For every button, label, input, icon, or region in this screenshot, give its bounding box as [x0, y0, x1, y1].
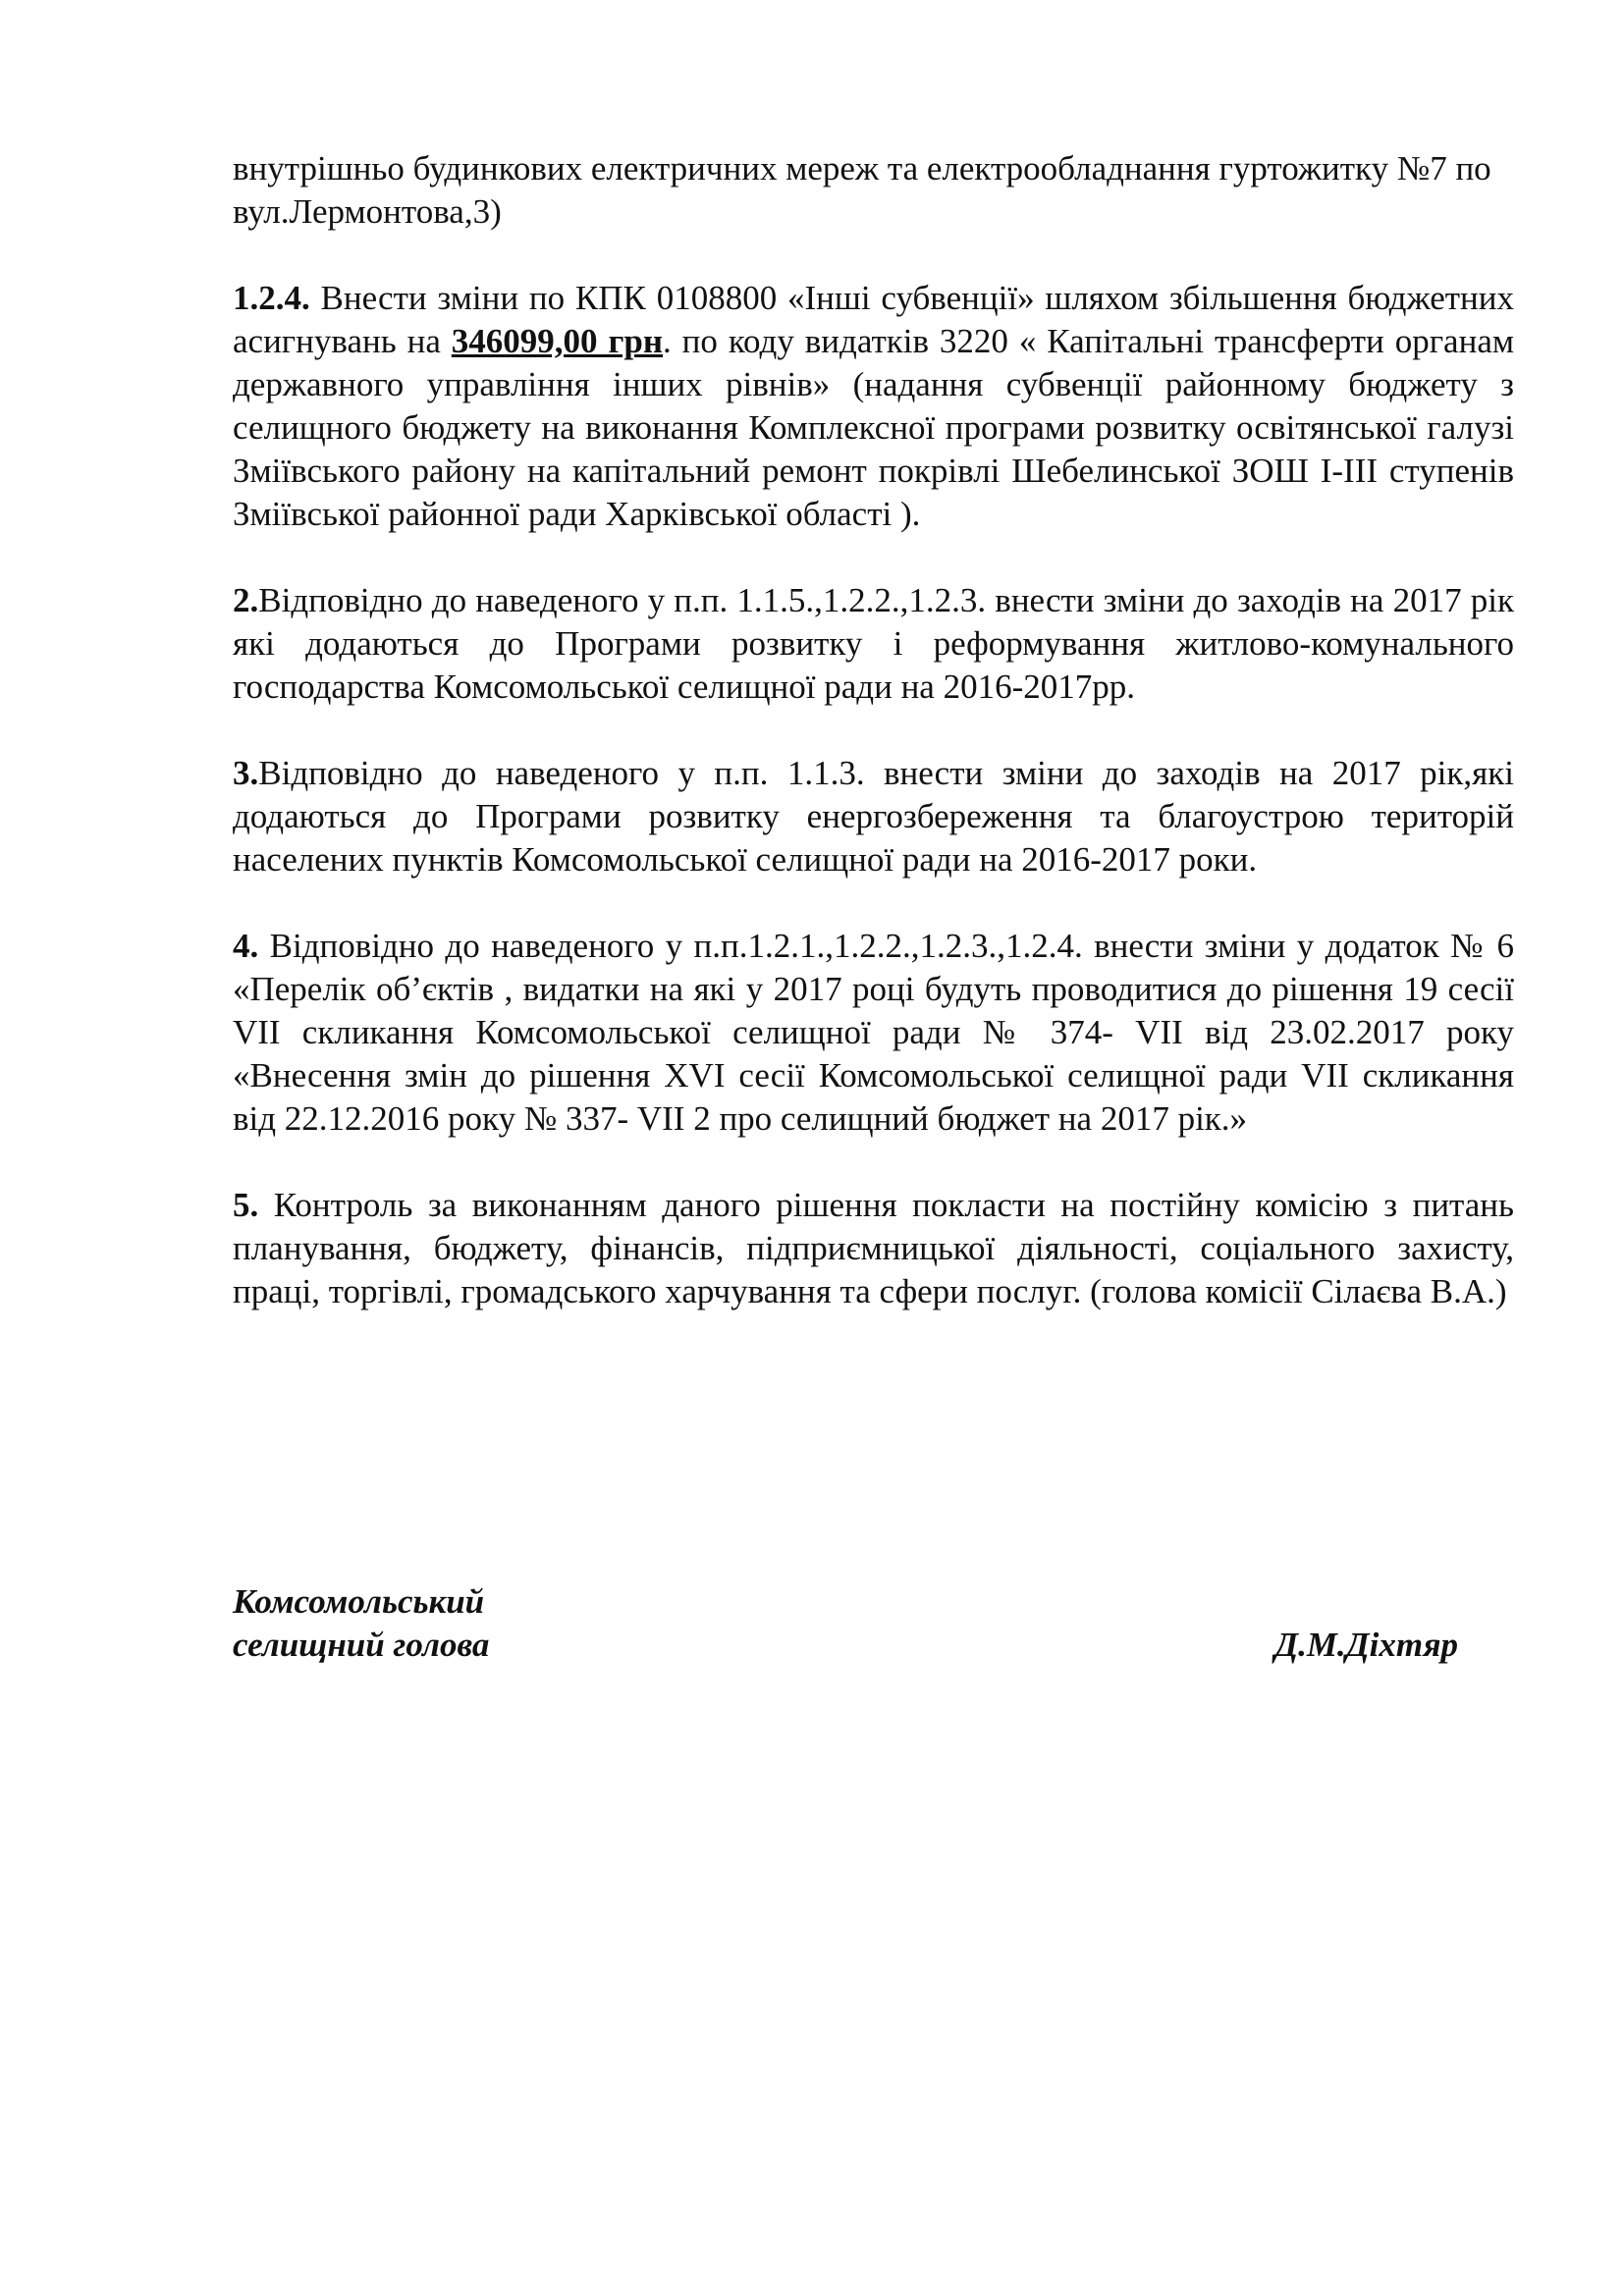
paragraph-text: Відповідно до наведеного у п.п. 1.1.3. внести зміни до заходів на 2017 рік,які додаються до Програми розвитку енергозбереження та благоустрою територій населених пунктів Комсомольської селищної ради на 2016-2017 роки. — [233, 754, 1514, 879]
document-body — [233, 147, 1514, 1357]
paragraph-2 — [233, 579, 1514, 709]
paragraph-text: Контроль за виконанням даного рішення покласти на постійну комісію з питань планування, бюджету, фінансів, підприємницької діяльності, соціального захисту, праці, торгівлі, громадського харчування та сфери послуг. (голова комісії Сілаєва В.А.) — [233, 1186, 1514, 1310]
paragraph-4 — [233, 925, 1514, 1141]
paragraph-number: 4. — [233, 927, 259, 965]
paragraph-text: Внести зміни по КПК 0108800 «Інші субвенції» шляхом збільшення бюджетних асигнувань на — [233, 279, 1514, 360]
paragraph-number: 5. — [233, 1186, 259, 1224]
paragraph-1-2-4 — [233, 277, 1514, 536]
paragraph-5 — [233, 1184, 1514, 1313]
paragraph-text: . по коду видатків 3220 « Капітальні трансферти органам державного управління інших рівнів» (надання субвенції районному бюджету з селищного бюджету на виконання Комплексної програми розвитку освітянської галузі Зміївського району на капітальний ремонт покрівлі Шебелинської ЗОШ І-ІІІ ступенів Зміївської районної ради Харківської області ). — [233, 322, 1515, 533]
paragraph-text: Відповідно до наведеного у п.п.1.2.1.,1.2.2.,1.2.3.,1.2.4. внести зміни у додаток № 6 «Перелік об’єктів , видатки на які у 2017 році будуть проводитися до рішення 19 сесії VІІ скликання Комсомольської селищної ради № 374- VІІ від 23.02.2017 року «Внесення змін до рішення ХVІ сесії Комсомольської селищної ради VІІ скликання від 22.12.2016 року № 337- VІІ 2 про селищний бюджет на 2017 рік.» — [233, 927, 1514, 1138]
signatory-name: Д.М.Діхтяр — [1274, 1626, 1458, 1664]
signatory-title-line-1: Комсомольський — [233, 1582, 485, 1621]
amount-text: 346099,00 грн — [451, 322, 663, 360]
paragraph-3 — [233, 752, 1514, 881]
paragraph-number: 1.2.4. — [233, 279, 310, 317]
signatory-title-line-2: селищний голова — [233, 1626, 490, 1664]
paragraph-number: 3. — [233, 754, 259, 792]
signature-block — [233, 1580, 1509, 1667]
paragraph-text: Відповідно до наведеного у п.п. 1.1.5.,1.2.2.,1.2.3. внести зміни до заходів на 2017 рік які додаються до Програми розвитку і реформування житлово-комунального господарства Комсомольської селищної ради на 2016-2017рр. — [233, 581, 1514, 706]
intro-paragraph: внутрішньо будинкових електричних мереж та електрообладнання гуртожитку №7 по вул.Лермонтова,3) — [233, 149, 1491, 231]
paragraph-number: 2. — [233, 581, 259, 619]
